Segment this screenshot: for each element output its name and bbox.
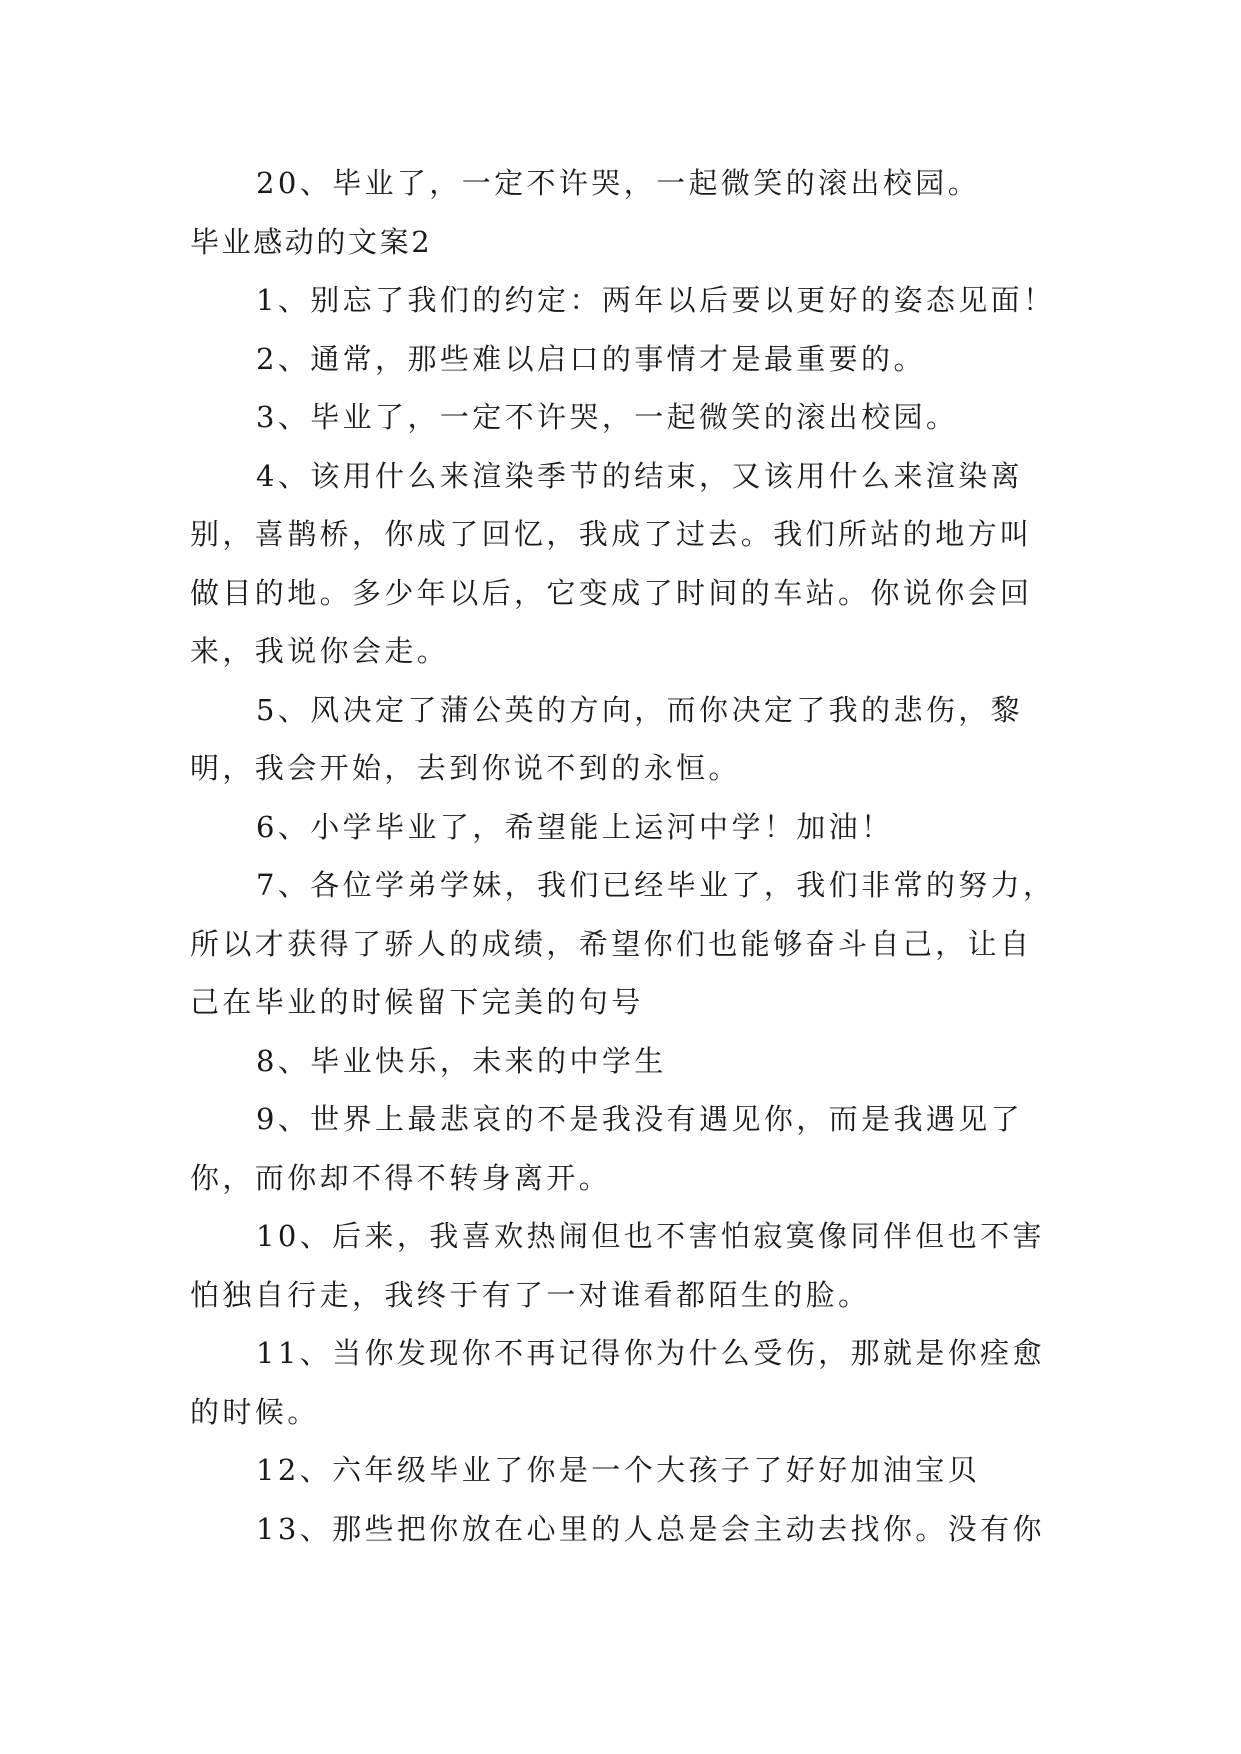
- paragraph-line: 明，我会开始，去到你说不到的永恒。: [190, 751, 741, 785]
- paragraph-line: 10、后来，我喜欢热闹但也不害怕寂寞像同伴但也不害: [256, 1219, 1045, 1253]
- paragraph-line: 你，而你却不得不转身离开。: [190, 1160, 612, 1195]
- document-body: [190, 154, 1056, 1558]
- paragraph-line: 13、那些把你放在心里的人总是会主动去找你。没有你: [256, 1511, 1045, 1546]
- paragraph-line: 11、当你发现你不再记得你为什么受伤，那就是你痊愈: [256, 1336, 1045, 1370]
- paragraph-line: 3、毕业了，一定不许哭，一起微笑的滚出校园。: [256, 400, 959, 434]
- paragraph-line: 8、毕业快乐，未来的中学生: [256, 1043, 667, 1078]
- paragraph-line: 的时候。: [190, 1394, 320, 1429]
- paragraph-line: 5、风决定了蒲公英的方向，而你决定了我的悲伤，黎: [256, 692, 1024, 727]
- paragraph-line: 6、小学毕业了，希望能上运河中学！加油！: [256, 809, 894, 844]
- paragraph-line: 1、别忘了我们的约定：两年以后要以更好的姿态见面！: [256, 283, 1056, 317]
- paragraph-line: 20、毕业了，一定不许哭，一起微笑的滚出校园。: [256, 166, 981, 200]
- paragraph-line: 2、通常，那些难以启口的事情才是最重要的。: [256, 341, 926, 376]
- paragraph-line: 9、世界上最悲哀的不是我没有遇见你，而是我遇见了: [256, 1102, 1024, 1136]
- paragraph-line: 12、六年级毕业了你是一个大孩子了好好加油宝贝: [256, 1453, 981, 1487]
- paragraph-line: 7、各位学弟学妹，我们已经毕业了，我们非常的努力，: [256, 868, 1056, 902]
- paragraph-line: 做目的地。多少年以后，它变成了时间的车站。你说你会回: [190, 575, 1033, 610]
- paragraph-line: 别，喜鹊桥，你成了回忆，我成了过去。我们所站的地方叫: [190, 517, 1033, 551]
- paragraph-line: 所以才获得了骄人的成绩，希望你们也能够奋斗自己，让自: [190, 926, 1033, 961]
- paragraph-line: 4、该用什么来渲染季节的结束，又该用什么来渲染离: [256, 458, 1024, 493]
- paragraph-line: 来，我说你会走。: [190, 634, 450, 668]
- paragraph-line: 怕独自行走，我终于有了一对谁看都陌生的脸。: [190, 1277, 871, 1312]
- paragraph-line: 己在毕业的时候留下完美的句号: [190, 985, 644, 1019]
- section-heading: 毕业感动的文案2: [190, 224, 433, 259]
